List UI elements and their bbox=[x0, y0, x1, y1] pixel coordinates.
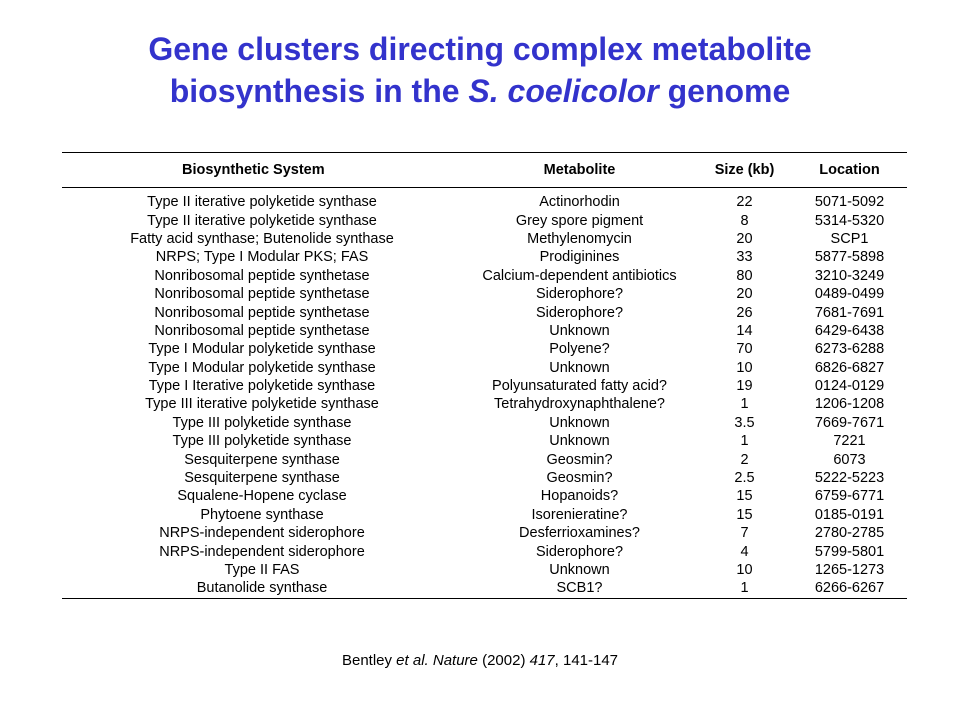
title-line-2 bbox=[0, 70, 960, 112]
cell-location: 6429-6438 bbox=[814, 322, 885, 339]
cell-biosynthetic-system: NRPS-independent siderophore bbox=[159, 543, 365, 560]
cell-metabolite: Siderophore? bbox=[535, 304, 624, 321]
header-location: Location bbox=[819, 162, 880, 178]
cell-size: 80 bbox=[736, 267, 753, 284]
cell-biosynthetic-system: Type I Iterative polyketide synthase bbox=[148, 378, 376, 395]
cell-biosynthetic-system: Butanolide synthase bbox=[62, 579, 462, 598]
citation-authors: Bentley bbox=[341, 652, 397, 669]
cell-metabolite: Tetrahydroxynaphthalene? bbox=[494, 396, 665, 413]
cell-metabolite: Grey spore pigment bbox=[515, 212, 644, 229]
title-line-2-suffix: genome bbox=[658, 73, 791, 109]
cell-size: 15 bbox=[736, 488, 753, 505]
cell-metabolite: Geosmin? bbox=[546, 451, 613, 468]
cell-location: 6266-6267 bbox=[792, 579, 907, 598]
cell-size: 22 bbox=[736, 194, 753, 211]
cell-location: 3210-3249 bbox=[814, 267, 885, 284]
cell-size: 14 bbox=[736, 322, 753, 339]
table-row bbox=[62, 359, 907, 377]
cell-size: 8 bbox=[740, 212, 749, 229]
cell-size: 1 bbox=[740, 396, 749, 413]
cell-location: 7221 bbox=[833, 433, 866, 450]
cell-metabolite: Actinorhodin bbox=[539, 194, 620, 211]
citation-journal: Nature bbox=[432, 652, 478, 669]
header-size: Size (kb) bbox=[714, 162, 775, 178]
cell-metabolite: Isorenieratine? bbox=[531, 506, 628, 523]
cell-metabolite: SCB1? bbox=[462, 579, 697, 598]
cell-metabolite: Desferrioxamines? bbox=[519, 525, 640, 542]
cell-size: 15 bbox=[736, 506, 753, 523]
cell-location: 5799-5801 bbox=[814, 543, 885, 560]
cell-location: 2780-2785 bbox=[814, 525, 885, 542]
cell-metabolite: Siderophore? bbox=[535, 286, 624, 303]
cell-location: 1265-1273 bbox=[814, 562, 885, 578]
table-row bbox=[62, 285, 907, 303]
cell-location: 1206-1208 bbox=[814, 396, 885, 413]
cell-biosynthetic-system: Type III polyketide synthase bbox=[172, 433, 352, 450]
cell-biosynthetic-system: Nonribosomal peptide synthetase bbox=[154, 267, 370, 284]
cell-metabolite: Unknown bbox=[549, 359, 610, 376]
header-biosynthetic-system: Biosynthetic System bbox=[182, 162, 325, 178]
cell-location: 6073 bbox=[833, 451, 866, 468]
cell-location: 6273-6288 bbox=[814, 341, 885, 358]
cell-metabolite: Unknown bbox=[549, 322, 610, 339]
cell-biosynthetic-system: Nonribosomal peptide synthetase bbox=[154, 286, 370, 303]
cell-biosynthetic-system: Sesquiterpene synthase bbox=[184, 470, 340, 487]
table-body bbox=[62, 188, 907, 599]
table-row bbox=[62, 524, 907, 542]
citation-pages: , 141-147 bbox=[554, 652, 619, 669]
cell-metabolite: Polyene? bbox=[549, 341, 610, 358]
table-header-row bbox=[62, 153, 907, 188]
cell-size: 26 bbox=[736, 304, 753, 321]
table-row bbox=[62, 248, 907, 266]
table-row bbox=[62, 211, 907, 229]
table-row bbox=[62, 340, 907, 358]
cell-biosynthetic-system: Type I Modular polyketide synthase bbox=[148, 341, 376, 358]
cell-biosynthetic-system: Nonribosomal peptide synthetase bbox=[154, 322, 370, 339]
cell-metabolite: Unknown bbox=[549, 433, 610, 450]
cell-size: 2 bbox=[740, 451, 749, 468]
slide-title bbox=[0, 28, 960, 112]
table-row bbox=[62, 561, 907, 579]
header-metabolite: Metabolite bbox=[543, 162, 616, 178]
cell-location: 0489-0499 bbox=[814, 286, 885, 303]
citation bbox=[0, 652, 960, 669]
cell-location: SCP1 bbox=[830, 230, 869, 247]
cell-size: 1 bbox=[740, 433, 749, 450]
table-row bbox=[62, 414, 907, 432]
species-name: S. coelicolor bbox=[468, 73, 659, 109]
cell-location: 7669-7671 bbox=[814, 414, 885, 431]
cell-metabolite: Geosmin? bbox=[546, 470, 613, 487]
table-row bbox=[62, 579, 907, 598]
cell-size: 7 bbox=[740, 525, 749, 542]
table-row bbox=[62, 377, 907, 395]
cell-location: 5877-5898 bbox=[814, 249, 885, 266]
table-row bbox=[62, 188, 907, 212]
cell-metabolite: Unknown bbox=[549, 414, 610, 431]
cell-size: 33 bbox=[736, 249, 753, 266]
table-row bbox=[62, 542, 907, 560]
cell-size: 10 bbox=[736, 359, 753, 376]
cell-location: 5222-5223 bbox=[814, 470, 885, 487]
cell-location: 6826-6827 bbox=[814, 359, 885, 376]
citation-etal: et al. bbox=[396, 652, 429, 669]
cell-location: 0185-0191 bbox=[814, 506, 885, 523]
cell-biosynthetic-system: Fatty acid synthase; Butenolide synthase bbox=[130, 230, 394, 247]
cell-size: 1 bbox=[697, 579, 792, 598]
cell-biosynthetic-system: Sesquiterpene synthase bbox=[184, 451, 340, 468]
cell-metabolite: Hopanoids? bbox=[540, 488, 619, 505]
cell-location: 6759-6771 bbox=[814, 488, 885, 505]
table-row bbox=[62, 230, 907, 248]
cell-size: 20 bbox=[736, 286, 753, 303]
cell-biosynthetic-system: Type III iterative polyketide synthase bbox=[145, 396, 379, 413]
cell-biosynthetic-system: Phytoene synthase bbox=[200, 506, 324, 523]
table-row bbox=[62, 506, 907, 524]
cell-biosynthetic-system: Type III polyketide synthase bbox=[172, 414, 352, 431]
table-row bbox=[62, 487, 907, 505]
table-row bbox=[62, 267, 907, 285]
cell-size: 4 bbox=[740, 543, 749, 560]
cell-metabolite: Calcium-dependent antibiotics bbox=[482, 267, 677, 284]
table-row bbox=[62, 432, 907, 450]
title-line-1: Gene clusters directing complex metabolite bbox=[148, 31, 812, 67]
cell-size: 20 bbox=[736, 230, 753, 247]
cell-metabolite: Siderophore? bbox=[535, 543, 624, 560]
citation-volume: 417 bbox=[529, 652, 555, 669]
cell-location: 7681-7691 bbox=[814, 304, 885, 321]
cell-biosynthetic-system: Type II iterative polyketide synthase bbox=[147, 212, 377, 229]
cell-size: 3.5 bbox=[734, 414, 755, 431]
cell-size: 19 bbox=[736, 378, 753, 395]
cell-metabolite: Methylenomycin bbox=[527, 230, 632, 247]
cell-size: 70 bbox=[736, 341, 753, 358]
cell-location: 0124-0129 bbox=[814, 378, 885, 395]
cell-location: 5071-5092 bbox=[814, 194, 885, 211]
cell-metabolite: Polyunsaturated fatty acid? bbox=[492, 378, 667, 395]
cell-biosynthetic-system: Type II iterative polyketide synthase bbox=[147, 194, 377, 211]
cell-biosynthetic-system: NRPS; Type I Modular PKS; FAS bbox=[155, 249, 369, 266]
citation-year: (2002) bbox=[477, 652, 530, 669]
gene-cluster-table bbox=[62, 152, 907, 599]
cell-biosynthetic-system: Nonribosomal peptide synthetase bbox=[154, 304, 370, 321]
table-row bbox=[62, 322, 907, 340]
cell-biosynthetic-system: NRPS-independent siderophore bbox=[159, 525, 365, 542]
table-row bbox=[62, 450, 907, 468]
cell-metabolite: Prodiginines bbox=[539, 249, 620, 266]
cell-biosynthetic-system: Squalene-Hopene cyclase bbox=[177, 488, 347, 505]
table-row bbox=[62, 395, 907, 413]
table-row bbox=[62, 303, 907, 321]
cell-size: 10 bbox=[736, 562, 753, 578]
cell-biosynthetic-system: Type II FAS bbox=[224, 562, 300, 578]
cell-location: 5314-5320 bbox=[814, 212, 885, 229]
cell-size: 2.5 bbox=[734, 470, 755, 487]
table-row bbox=[62, 469, 907, 487]
cell-biosynthetic-system: Type I Modular polyketide synthase bbox=[148, 359, 376, 376]
cell-metabolite: Unknown bbox=[549, 562, 610, 578]
title-line-2-prefix: biosynthesis in the bbox=[169, 73, 469, 109]
